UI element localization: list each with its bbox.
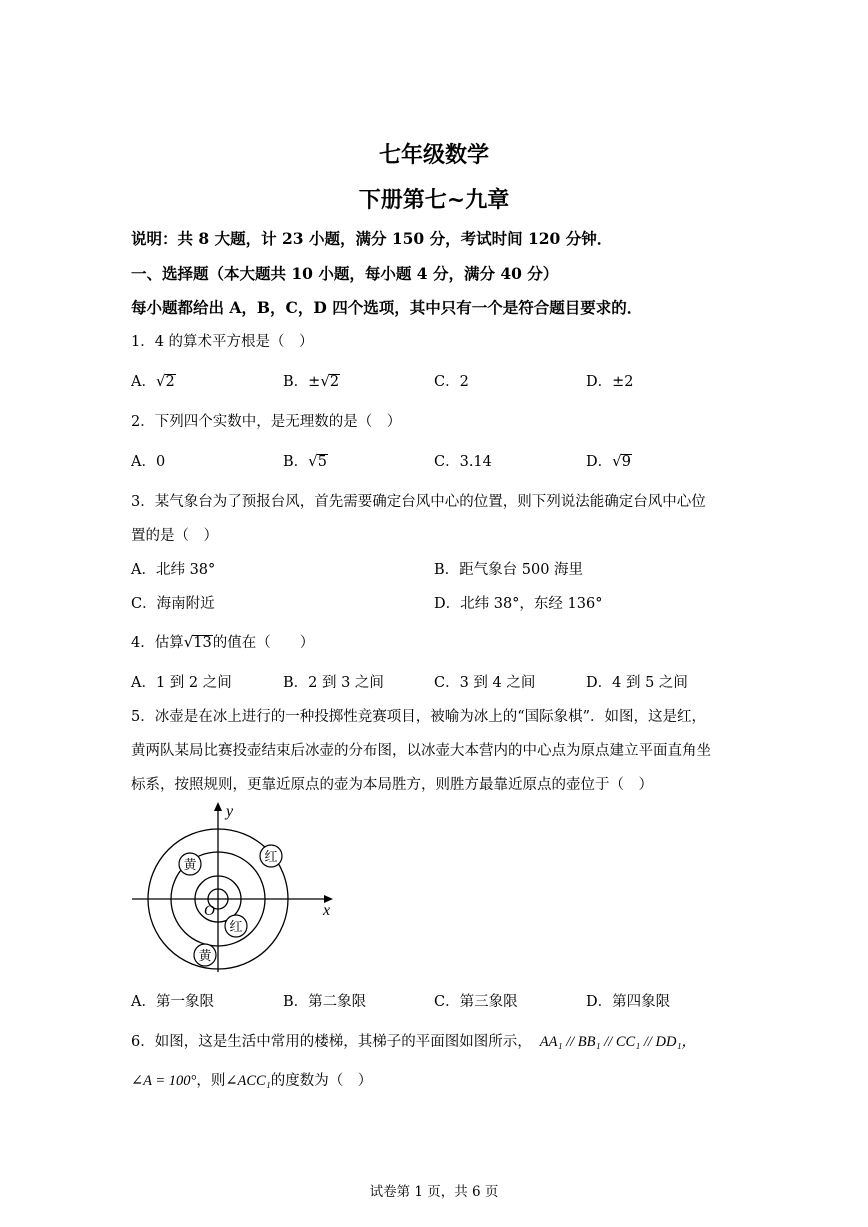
angle-target: ∠ACC₁ [225, 1073, 271, 1089]
exam-note: 说明：共 8 大题，计 23 小题，满分 150 分，考试时间 120 分钟． [131, 229, 613, 248]
curling-figure [125, 798, 340, 978]
question-5-stem-line3: 标系，按照规则，更靠近原点的壶为本局胜方，则胜方最靠近原点的壶位于（ ） [131, 777, 653, 793]
radicand: 9 [621, 454, 631, 470]
question-4-option-c: C．3 到 4 之间 [434, 675, 536, 691]
page-footer: 试卷第 1 页，共 6 页 [369, 1184, 499, 1200]
stem-text: 的值在（ ） [212, 635, 315, 651]
question-2-option-b: B．√5 [283, 452, 327, 470]
section-heading: 一、选择题（本大题共 10 小题，每小题 4 分，满分 40 分） [131, 264, 559, 283]
question-1-stem: 1．4 的算术平方根是（ ） [131, 334, 314, 350]
origin-label: O [204, 903, 215, 919]
stone-yellow-upper [179, 853, 201, 875]
question-1-option-a: A．√2 [131, 372, 175, 390]
question-5-stem-line1: 5．冰壶是在冰上进行的一种投掷性竞赛项目，被喻为冰上的“国际象棋”．如图，这是红， [131, 709, 707, 725]
stem-text: 6．如图，这是生活中常用的楼梯，其梯子的平面图如图所示， [131, 1034, 532, 1050]
option-label: D． [586, 454, 613, 470]
radicand: 13 [193, 635, 212, 651]
stem-text: 的度数为（ ） [270, 1073, 373, 1089]
question-4-option-d: D．4 到 5 之间 [586, 675, 688, 691]
radicand: 5 [317, 454, 327, 470]
option-label: B． [283, 454, 309, 470]
stone-label: 黄 [198, 949, 212, 964]
question-5-option-a: A．第一象限 [131, 994, 214, 1010]
question-1-option-d: D．±2 [586, 374, 634, 390]
stem-text: ，则 [196, 1073, 226, 1089]
question-3-stem-line2: 置的是（ ） [131, 528, 218, 544]
section-note: 每小题都给出 A，B，C，D 四个选项，其中只有一个是符合题目要求的． [131, 298, 643, 317]
question-2-stem: 2．下列四个实数中，是无理数的是（ ） [131, 414, 402, 430]
x-axis-label: x [323, 902, 331, 919]
question-2-option-a: A．0 [131, 454, 166, 470]
stem-text: 4．估算 [131, 635, 184, 651]
option-label: A． [131, 374, 156, 390]
question-3-option-d: D．北纬 38°，东经 136° [434, 596, 603, 612]
radicand: 2 [165, 374, 175, 390]
question-4-option-a: A．1 到 2 之间 [131, 675, 232, 691]
question-4-stem: 4．估算√13的值在（ ） [131, 633, 315, 651]
question-1-option-b: B．±√2 [283, 372, 340, 390]
page-subtitle: 下册第七~九章 [358, 187, 510, 213]
angle-expression: ∠A = 100° [131, 1073, 197, 1089]
question-5-option-d: D．第四象限 [586, 994, 671, 1010]
question-2-option-c: C．3.14 [434, 454, 492, 470]
parallel-expression: AA₁ // BB₁ // CC₁ // DD₁， [539, 1034, 697, 1050]
question-4-option-b: B．2 到 3 之间 [283, 675, 384, 691]
question-3-option-a: A．北纬 38° [131, 562, 216, 578]
y-axis-label: y [226, 803, 234, 820]
page-title: 七年级数学 [378, 142, 489, 168]
question-3-option-b: B．距气象台 500 海里 [434, 562, 584, 578]
question-3-stem-line1: 3．某气象台为了预报台风，首先需要确定台风中心的位置，则下列说法能确定台风中心位 [131, 494, 706, 510]
question-2-option-d: D．√9 [586, 452, 631, 470]
radicand: 2 [329, 374, 340, 390]
option-label: B． [283, 374, 309, 390]
question-5-stem-line2: 黄两队某局比赛投壶结束后冰壶的分布图，以冰壶大本营内的中心点为原点建立平面直角坐 [131, 743, 711, 759]
stone-label: 黄 [183, 858, 197, 873]
y-axis-arrow-icon [214, 802, 222, 811]
question-3-option-c: C．海南附近 [131, 596, 215, 612]
stone-label: 红 [264, 850, 278, 865]
question-6-stem-line1 [131, 1030, 696, 1051]
stone-yellow-lower [194, 944, 216, 966]
question-1-option-c: C．2 [434, 374, 469, 390]
question-5-option-b: B．第二象限 [283, 994, 367, 1010]
stone-red-lower [225, 915, 247, 937]
plus-minus: ± [308, 374, 321, 390]
question-6-stem-line2 [131, 1069, 372, 1090]
stone-label: 红 [229, 920, 243, 935]
stone-red-upper [260, 845, 282, 867]
question-5-option-c: C．第三象限 [434, 994, 518, 1010]
